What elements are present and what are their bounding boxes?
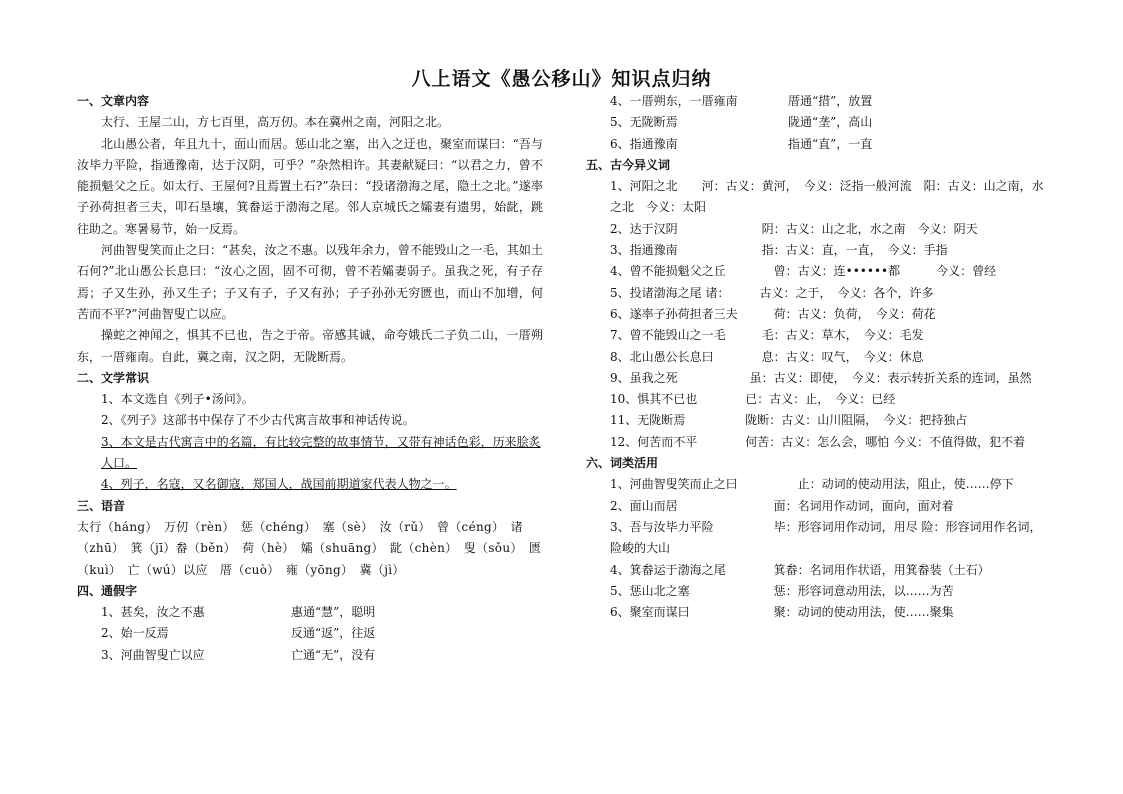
list-item: 5、无陇断焉 陇通“垄”，高山 bbox=[610, 115, 873, 130]
underlined-text: 4、列子，名寇，又名御寇，郑国人，战国前期道家代表人物之一。 bbox=[101, 477, 457, 492]
list-item: 12、何苦而不平 何苦：古义：怎么会，哪怕 今义：不值得做，犯不着 bbox=[610, 434, 1026, 449]
paragraph: 操蛇之神闻之，惧其不已也，告之于帝。帝感其诚，命夸娥氏二子负二山，一厝朔东，一厝雍南。自此，冀之南，汉之阴，无陇断焉。 bbox=[77, 328, 543, 364]
list-item bbox=[77, 474, 543, 495]
list-item bbox=[77, 432, 543, 475]
list-item: 6、聚室而谋曰 聚：动词的使动用法，使……聚集 bbox=[610, 605, 954, 620]
list-item: 3、吾与汝毕力平险 毕：形容词用作动词，用尽 险：形容词用作名词，险峻的大山 bbox=[610, 519, 1042, 556]
list-item: 1、本文选自《列子•汤问》。 bbox=[101, 392, 254, 407]
paragraph: 北山愚公者，年且九十，面山而居。惩山北之塞，出入之迂也，聚室而谋曰：“吾与汝毕力平险，指通豫南，达于汉阴，可乎？”杂然相许。其妻献疑曰：“以君之力，曾不能损魁父之丘。如太行、王屋何?且焉置土石?”杂曰：“投诸渤海之尾，隐土之北。”遂率子孙荷担者三夫，叩石垦壤，箕畚运于渤海之尾。邻人京城氏之孀妻有遗男，始龀，跳往助之。寒暑易节，始一反焉。 bbox=[77, 136, 543, 236]
paragraph: 太行、王屋二山，方七百里，高万仞。本在冀州之南，河阳之北。 bbox=[101, 115, 450, 130]
list-item: 5、惩山北之塞 惩：形容词意动用法，以……为苦 bbox=[610, 583, 954, 598]
list-item: 2、《列子》这部书中保存了不少古代寓言故事和神话传说。 bbox=[101, 413, 415, 428]
list-item: 6、指通豫南 指通“直”，一直 bbox=[610, 136, 873, 151]
pronunciation-list: 太行（háng） 万仞（rèn） 惩（chéng） 塞（sè） 汝（rǔ） 曾（céng） 诸（zhū） 箕（jī）畚（běn） 荷（hè） 孀（shuāng） 龀（chèn） 叟（sǒu） 匮（kuì） 亡（wú）以应 厝（cuò） 雍（yōng） 冀（jì） bbox=[77, 519, 542, 577]
list-item: 3、河曲智叟亡以应 亡通“无”，没有 bbox=[101, 647, 376, 662]
list-item: 2、达于汉阴 阴：古义：山之北，水之南 今义：阴天 bbox=[610, 221, 978, 236]
section-heading-pronunciation: 三、语音 bbox=[77, 498, 126, 513]
section-heading-literature: 二、文学常识 bbox=[77, 370, 150, 385]
list-item: 2、面山而居 面：名词用作动词，面向，面对着 bbox=[610, 498, 954, 513]
section-heading-content: 一、文章内容 bbox=[77, 94, 150, 108]
paragraph: 河曲智叟笑而止之曰：“甚矣，汝之不惠。以残年余力，曾不能毁山之一毛，其如土石何?”北山愚公长息曰：“汝心之固，固不可彻，曾不若孀妻弱子。虽我之死，有子存焉；子又生孙，孙又生子；子又有子，子又有孙；子子孙孙无穷匮也，而山不加增，何苦而不平?”河曲智叟亡以应。 bbox=[77, 243, 543, 321]
list-item: 1、河阳之北 河：古义：黄河， 今义：泛指一般河流 阳：古义：山之南，水之北 今义：太阳 bbox=[610, 179, 1044, 215]
section-heading-tongjia: 四、通假字 bbox=[77, 583, 138, 598]
list-item: 6、遂率子孙荷担者三夫 荷：古义：负荷， 今义：荷花 bbox=[610, 306, 936, 321]
section-heading-ancient-modern: 五、古今异义词 bbox=[586, 157, 671, 172]
list-item: 1、甚矣，汝之不惠 惠通“慧”，聪明 bbox=[101, 605, 376, 620]
list-item: 7、曾不能毁山之一毛 毛：古义：草木， 今义：毛发 bbox=[610, 328, 924, 343]
left-column bbox=[77, 91, 543, 666]
section-heading-word-class: 六、词类活用 bbox=[586, 456, 659, 471]
list-item: 9、虽我之死 虽：古义：即使， 今义：表示转折关系的连词，虽然 bbox=[610, 370, 1032, 385]
page-title: 八上语文《愚公移山》知识点归纳 bbox=[411, 68, 712, 90]
list-item: 4、箕畚运于渤海之尾 箕畚：名词用作状语，用箕畚装（土石） bbox=[610, 562, 990, 577]
list-item: 5、投诸渤海之尾 诸： 古义：之于， 今义：各个，许多 bbox=[610, 285, 934, 300]
list-item: 10、惧其不已也 已：古义：止， 今义：已经 bbox=[610, 392, 896, 407]
list-item: 3、指通豫南 指：古义：直，一直， 今义：手指 bbox=[610, 243, 948, 258]
list-item: 4、曾不能损魁父之丘 曾：古义：连••••••都 今义：曾经 bbox=[610, 264, 997, 279]
list-item: 11、无陇断焉 陇断：古义：山川阻隔， 今义：把持独占 bbox=[610, 413, 968, 428]
right-column bbox=[586, 91, 1050, 623]
list-item: 1、河曲智叟笑而止之曰 止：动词的使动用法，阻止，使……停下 bbox=[610, 477, 1014, 492]
underlined-text: 3、本文是古代寓言中的名篇，有比较完整的故事情节，又带有神话色彩，历来脍炙人口。 bbox=[101, 434, 541, 471]
list-item: 4、一厝朔东，一厝雍南 厝通“措”，放置 bbox=[610, 94, 873, 108]
list-item: 2、始一反焉 反通“返”，往返 bbox=[101, 626, 376, 641]
list-item: 8、北山愚公长息曰 息：古义：叹气， 今义：休息 bbox=[610, 349, 924, 364]
